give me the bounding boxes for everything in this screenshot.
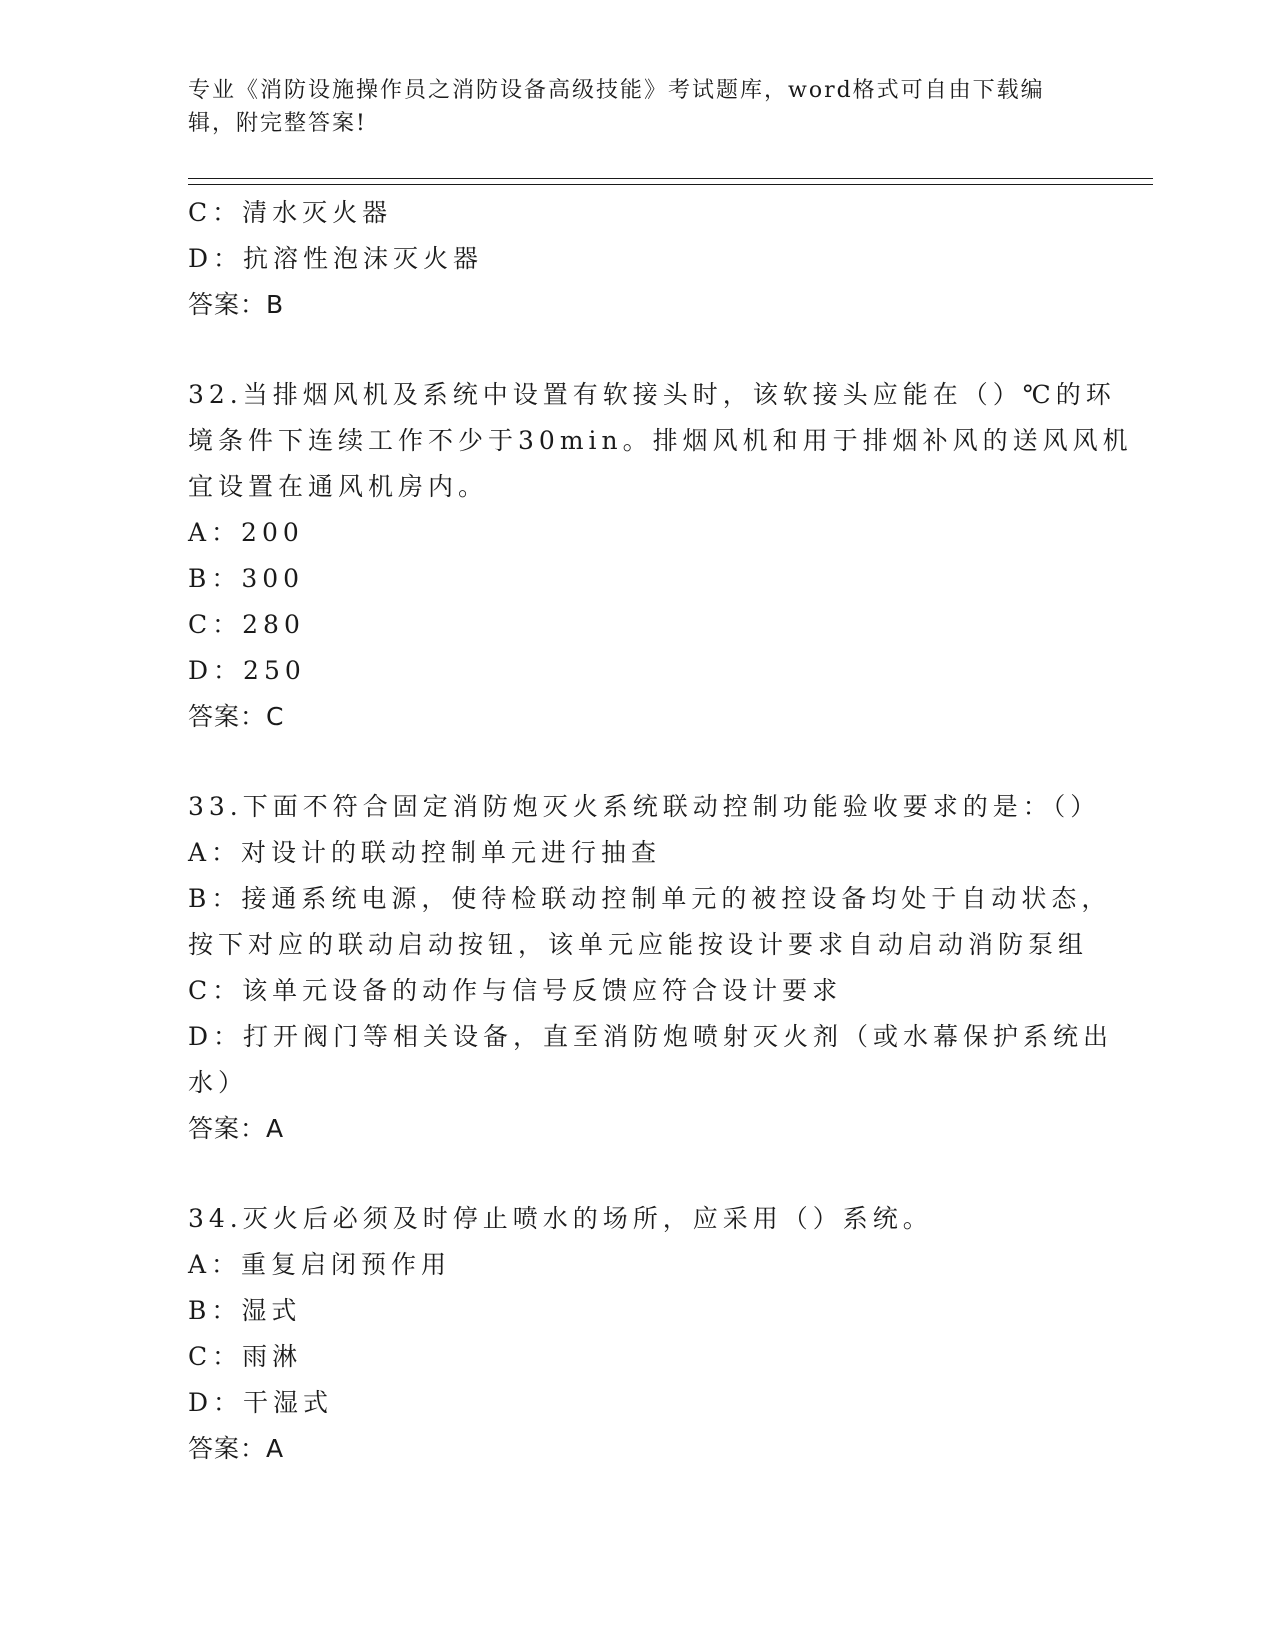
question-stem: 宜设置在通风机房内。 <box>188 472 489 501</box>
option-a: A：200 <box>188 518 304 547</box>
answer: 答案：A <box>188 1114 285 1143</box>
header-line-2: 辑，附完整答案! <box>188 111 367 136</box>
question-34 <box>188 1196 1088 1472</box>
question-32 <box>188 372 1133 740</box>
answer: 答案：B <box>188 290 285 319</box>
document-header <box>188 74 1088 140</box>
question-stem: 32.当排烟风机及系统中设置有软接头时，该软接头应能在（）℃的环 <box>188 380 1116 409</box>
option-d: D：打开阀门等相关设备，直至消防炮喷射灭火剂（或水幕保护系统出 <box>188 1022 1114 1051</box>
question-31-remainder <box>188 190 1088 328</box>
header-divider-top <box>188 178 1153 179</box>
question-list <box>188 190 1133 1472</box>
question-stem: 34.灭火后必须及时停止喷水的场所，应采用（）系统。 <box>188 1204 933 1233</box>
option-b: B：300 <box>188 564 305 593</box>
option-c: C：该单元设备的动作与信号反馈应符合设计要求 <box>188 976 843 1005</box>
option-d: D：抗溶性泡沫灭火器 <box>188 244 484 273</box>
option-a: A：重复启闭预作用 <box>188 1250 452 1279</box>
option-c: C：280 <box>188 610 305 639</box>
answer: 答案：A <box>188 1434 285 1463</box>
spacer <box>188 328 1088 372</box>
option-d: D：250 <box>188 656 306 685</box>
header-divider-bottom <box>188 184 1153 185</box>
option-c: C：清水灭火器 <box>188 198 393 227</box>
spacer <box>188 740 1088 784</box>
option-d-continued: 水） <box>188 1068 249 1097</box>
header-line-1: 专业《消防设施操作员之消防设备高级技能》考试题库，word格式可自由下载编 <box>188 78 1045 103</box>
question-stem: 境条件下连续工作不少于30min。排烟风机和用于排烟补风的送风风机 <box>188 426 1133 455</box>
option-b: B：接通系统电源，使待检联动控制单元的被控设备均处于自动状态， <box>188 884 1112 913</box>
spacer <box>188 1152 1088 1196</box>
option-a: A：对设计的联动控制单元进行抽查 <box>188 838 662 867</box>
option-c: C：雨淋 <box>188 1342 303 1371</box>
option-d: D：干湿式 <box>188 1388 334 1417</box>
answer: 答案：C <box>188 702 285 731</box>
option-b: B：湿式 <box>188 1296 302 1325</box>
option-b-continued: 按下对应的联动启动按钮，该单元应能按设计要求自动启动消防泵组 <box>188 930 1089 959</box>
question-33 <box>188 784 1114 1152</box>
question-stem: 33.下面不符合固定消防炮灭火系统联动控制功能验收要求的是：（） <box>188 792 1101 821</box>
